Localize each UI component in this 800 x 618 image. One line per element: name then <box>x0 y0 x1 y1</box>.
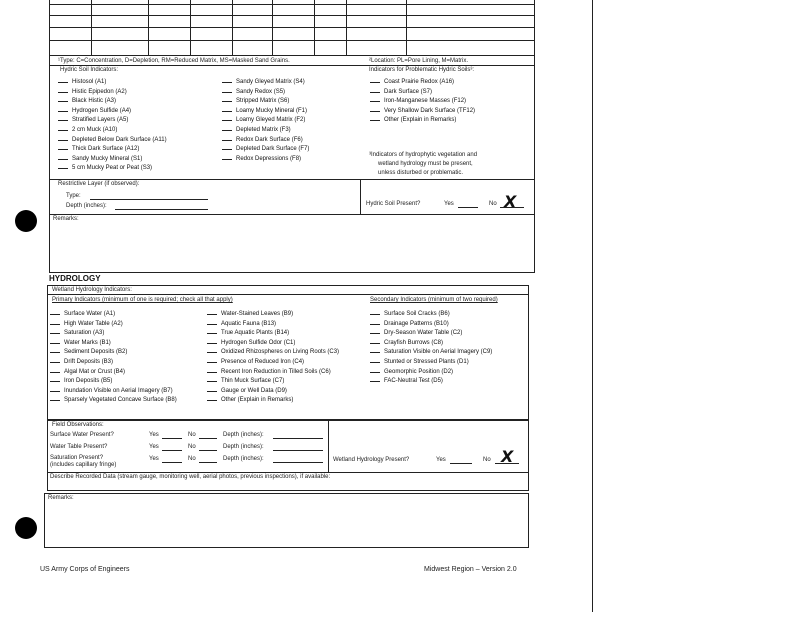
problematic-indicators-label: Indicators for Problematic Hydric Soils³: <box>369 67 475 73</box>
hydrology-indicator[interactable]: Water Marks (B1) <box>50 337 177 347</box>
surface-water-depth-field[interactable] <box>273 438 323 439</box>
surface-water-no-field[interactable] <box>199 438 217 439</box>
restrictive-type-label: Type: <box>66 193 81 199</box>
restrictive-depth-field[interactable] <box>115 209 208 210</box>
water-table-label: Water Table Present? <box>50 444 108 450</box>
wetland-hydrology-present-label: Wetland Hydrology Present? <box>333 457 410 463</box>
hydric-yes-label: Yes <box>444 201 454 207</box>
restrictive-layer-label: Restrictive Layer (if observed): <box>58 181 140 187</box>
hydrology-indicator[interactable]: Aquatic Fauna (B13) <box>207 318 339 328</box>
soil-indicator[interactable]: Thick Dark Surface (A12) <box>58 143 167 153</box>
soil-indicator[interactable]: Depleted Matrix (F3) <box>222 124 309 134</box>
restrictive-depth-label: Depth (inches): <box>66 203 107 209</box>
hydrology-indicator[interactable]: Water-Stained Leaves (B9) <box>207 308 339 318</box>
secondary-indicator[interactable]: Crayfish Burrows (C8) <box>370 337 492 347</box>
hydric-soil-present-label: Hydric Soil Present? <box>366 201 421 207</box>
hydric-no-label: No <box>489 201 497 207</box>
soil-indicator[interactable]: Redox Dark Surface (F6) <box>222 134 309 144</box>
secondary-indicator[interactable]: Stunted or Stressed Plants (D1) <box>370 356 492 366</box>
secondary-indicator[interactable]: Geomorphic Position (D2) <box>370 366 492 376</box>
soil-indicator[interactable]: Stripped Matrix (S6) <box>222 95 309 105</box>
secondary-indicators-label: Secondary Indicators (minimum of two required) <box>370 297 498 303</box>
wetland-no-checkmark: X <box>501 447 514 466</box>
secondary-indicator[interactable]: Dry-Season Water Table (C2) <box>370 327 492 337</box>
problematic-indicator[interactable]: Very Shallow Dark Surface (TF12) <box>370 105 475 115</box>
hydrology-indicator[interactable]: Other (Explain in Remarks) <box>207 394 339 404</box>
hydrology-indicator[interactable]: Hydrogen Sulfide Odor (C1) <box>207 337 339 347</box>
hydrology-indicator[interactable]: Inundation Visible on Aerial Imagery (B7) <box>50 385 177 395</box>
wetland-yes-field[interactable] <box>450 463 472 464</box>
page-edge-line <box>592 0 593 612</box>
soil-indicator[interactable]: Sandy Mucky Mineral (S1) <box>58 153 167 163</box>
water-table-yes: Yes <box>149 444 159 450</box>
saturation-yes-field[interactable] <box>162 462 182 463</box>
footnote-3-line3: unless disturbed or problematic. <box>378 170 464 176</box>
surface-water-yes-field[interactable] <box>162 438 182 439</box>
restrictive-type-field[interactable] <box>90 199 208 200</box>
wetland-yes-label: Yes <box>436 457 446 463</box>
problematic-indicator[interactable]: Coast Prairie Redox (A16) <box>370 76 475 86</box>
soil-indicator[interactable]: Redox Depressions (F8) <box>222 153 309 163</box>
hydrology-indicator[interactable]: Algal Mat or Crust (B4) <box>50 366 177 376</box>
punch-hole-top <box>15 210 37 232</box>
soil-indicator[interactable]: Hydrogen Sulfide (A4) <box>58 105 167 115</box>
punch-hole-bottom <box>15 517 37 539</box>
hydrology-remarks-label: Remarks: <box>48 495 74 501</box>
saturation-no-field[interactable] <box>199 462 217 463</box>
hydrology-indicator[interactable]: Thin Muck Surface (C7) <box>207 375 339 385</box>
saturation-label: Saturation Present? <box>50 455 104 461</box>
surface-water-label: Surface Water Present? <box>50 432 114 438</box>
saturation-depth-field[interactable] <box>273 462 323 463</box>
soil-indicator[interactable]: Histosol (A1) <box>58 76 167 86</box>
footnote-types: ¹Type: C=Concentration, D=Depletion, RM=Reduced Matrix, MS=Masked Sand Grains. <box>58 58 290 64</box>
soil-indicator[interactable]: Sandy Gleyed Matrix (S4) <box>222 76 309 86</box>
footnote-3-line1: ³Indicators of hydrophytic vegetation and <box>369 152 478 158</box>
field-observations-label: Field Observations: <box>52 422 104 428</box>
soil-indicators-col2 <box>222 76 309 162</box>
soil-indicator[interactable]: Stratified Layers (A5) <box>58 114 167 124</box>
problematic-indicator[interactable]: Iron-Manganese Masses (F12) <box>370 95 475 105</box>
soil-indicator[interactable]: Histic Epipedon (A2) <box>58 86 167 96</box>
hydric-soil-indicators-label: Hydric Soil Indicators: <box>60 67 119 73</box>
hydrology-indicator[interactable]: Iron Deposits (B5) <box>50 375 177 385</box>
hydrology-remarks-box[interactable] <box>44 493 529 548</box>
hydrology-indicator[interactable]: Sparsely Vegetated Concave Surface (B8) <box>50 394 177 404</box>
surface-water-yes: Yes <box>149 432 159 438</box>
hydrology-indicator[interactable]: True Aquatic Plants (B14) <box>207 327 339 337</box>
primary-indicators-label: Primary Indicators (minimum of one is required; check all that apply) <box>52 297 233 303</box>
soil-indicator[interactable]: 2 cm Muck (A10) <box>58 124 167 134</box>
saturation-yes: Yes <box>149 456 159 462</box>
secondary-indicators-col <box>370 308 492 385</box>
hydrology-indicator[interactable]: Gauge or Well Data (D9) <box>207 385 339 395</box>
hydrology-indicator[interactable]: Drift Deposits (B3) <box>50 356 177 366</box>
describe-recorded-data-label: Describe Recorded Data (stream gauge, monitoring well, aerial photos, previous inspections), if available: <box>50 474 331 480</box>
hydrology-indicator[interactable]: Saturation (A3) <box>50 327 177 337</box>
hydrology-indicator[interactable]: Surface Water (A1) <box>50 308 177 318</box>
surface-water-no: No <box>188 432 196 438</box>
secondary-indicator[interactable]: Saturation Visible on Aerial Imagery (C9) <box>370 346 492 356</box>
capillary-fringe-note: (includes capillary fringe) <box>50 462 117 468</box>
hydric-no-checkmark: X <box>504 192 517 211</box>
footnote-location: ²Location: PL=Pore Lining, M=Matrix. <box>369 58 469 64</box>
hydrology-title: HYDROLOGY <box>49 274 101 283</box>
hydrology-indicator[interactable]: Oxidized Rhizospheres on Living Roots (C3) <box>207 346 339 356</box>
secondary-indicator[interactable]: Surface Soil Cracks (B6) <box>370 308 492 318</box>
hydrology-indicators-label: Wetland Hydrology Indicators: <box>52 287 132 293</box>
soil-indicator[interactable]: 5 cm Mucky Peat or Peat (S3) <box>58 162 167 172</box>
water-table-no: No <box>188 444 196 450</box>
soil-indicator[interactable]: Loamy Gleyed Matrix (F2) <box>222 114 309 124</box>
hydric-yes-field[interactable] <box>458 207 478 208</box>
hydrology-indicator[interactable]: High Water Table (A2) <box>50 318 177 328</box>
hydrology-indicator[interactable]: Sediment Deposits (B2) <box>50 346 177 356</box>
wetland-no-label: No <box>483 457 491 463</box>
primary-indicators-col1 <box>50 308 177 404</box>
soil-indicator[interactable]: Sandy Redox (S5) <box>222 86 309 96</box>
secondary-indicator[interactable]: FAC-Neutral Test (D5) <box>370 375 492 385</box>
soil-remarks-label: Remarks: <box>53 216 79 222</box>
soil-indicator[interactable]: Black Histic (A3) <box>58 95 167 105</box>
footer-left: US Army Corps of Engineers <box>40 566 130 573</box>
footnote-3-line2: wetland hydrology must be present, <box>378 161 473 167</box>
field-observations-box <box>47 420 529 473</box>
water-table-yes-field[interactable] <box>162 450 182 451</box>
soil-indicator[interactable]: Loamy Mucky Mineral (F1) <box>222 105 309 115</box>
water-table-no-field[interactable] <box>199 450 217 451</box>
problematic-indicator[interactable]: Other (Explain in Remarks) <box>370 114 475 124</box>
soil-indicator[interactable]: Depleted Dark Surface (F7) <box>222 143 309 153</box>
surface-water-depth-label: Depth (inches): <box>223 432 264 438</box>
soil-indicators-col1 <box>58 76 167 172</box>
footer-right: Midwest Region – Version 2.0 <box>424 566 517 573</box>
secondary-indicator[interactable]: Drainage Patterns (B10) <box>370 318 492 328</box>
saturation-depth-label: Depth (inches): <box>223 456 264 462</box>
hydrology-indicator[interactable]: Recent Iron Reduction in Tilled Soils (C6) <box>207 366 339 376</box>
water-table-depth-label: Depth (inches): <box>223 444 264 450</box>
soil-indicator[interactable]: Depleted Below Dark Surface (A11) <box>58 134 167 144</box>
primary-indicators-col2 <box>207 308 339 404</box>
soil-problematic-col <box>370 76 475 124</box>
hydrology-indicator[interactable]: Presence of Reduced Iron (C4) <box>207 356 339 366</box>
water-table-depth-field[interactable] <box>273 450 323 451</box>
saturation-no: No <box>188 456 196 462</box>
problematic-indicator[interactable]: Dark Surface (S7) <box>370 86 475 96</box>
